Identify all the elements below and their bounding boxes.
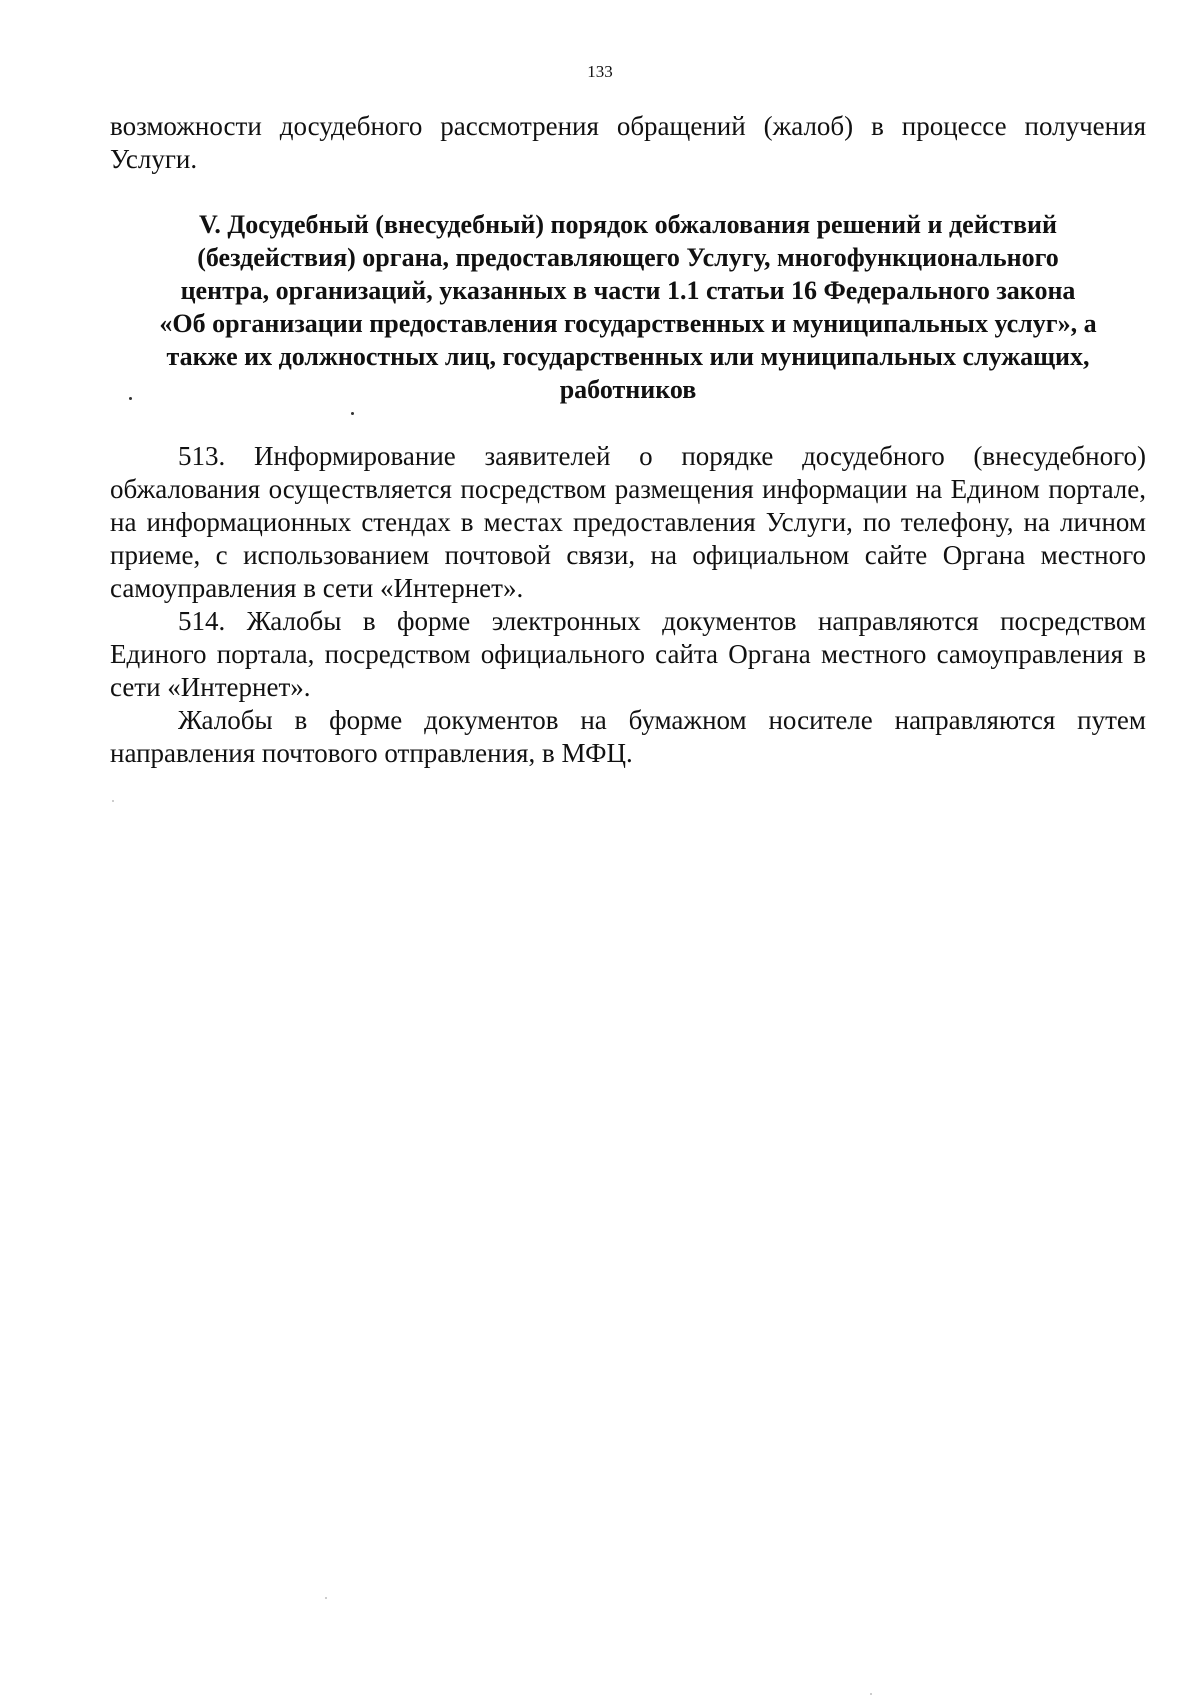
section-heading	[110, 208, 1146, 406]
page-content	[110, 110, 1146, 770]
scan-speck	[112, 800, 114, 802]
page-number: 133	[587, 62, 613, 81]
section-heading-line: также их должностных лиц, государственных или муниципальных служащих,	[166, 342, 1090, 371]
section-heading-line: V. Досудебный (внесудебный) порядок обжалования решений и действий	[198, 210, 1057, 239]
paragraph-514: 514. Жалобы в форме электронных документов направляются посредством Единого портала, посредством официального сайта Органа местного самоуправления в сети «Интернет».	[110, 606, 1146, 702]
section-heading-line: «Об организации предоставления государственных и муниципальных услуг», а	[159, 309, 1097, 338]
scan-speck	[870, 1693, 872, 1695]
paragraph-paper-complaints: Жалобы в форме документов на бумажном носителе направляются путем направления почтового отправления, в МФЦ.	[110, 705, 1146, 768]
continuation-paragraph: возможности досудебного рассмотрения обращений (жалоб) в процессе получения Услуги.	[110, 111, 1146, 174]
section-heading-line: центра, организаций, указанных в части 1.1 статьи 16 Федерального закона	[180, 276, 1076, 305]
section-heading-line: работников	[559, 375, 697, 404]
scan-speck	[351, 412, 354, 415]
scan-speck	[129, 397, 132, 400]
scan-speck	[325, 1597, 327, 1599]
paragraph-513: 513. Информирование заявителей о порядке досудебного (внесудебного) обжалования осуществляется посредством размещения информации на Едином портале, на информационных стендах в местах предоставления Услуги, по телефону, на личном приеме, с использованием почтовой связи, на официальном сайте Органа местного самоуправления в сети «Интернет».	[110, 441, 1146, 603]
section-heading-line: (бездействия) органа, предоставляющего Услугу, многофункционального	[197, 243, 1059, 272]
